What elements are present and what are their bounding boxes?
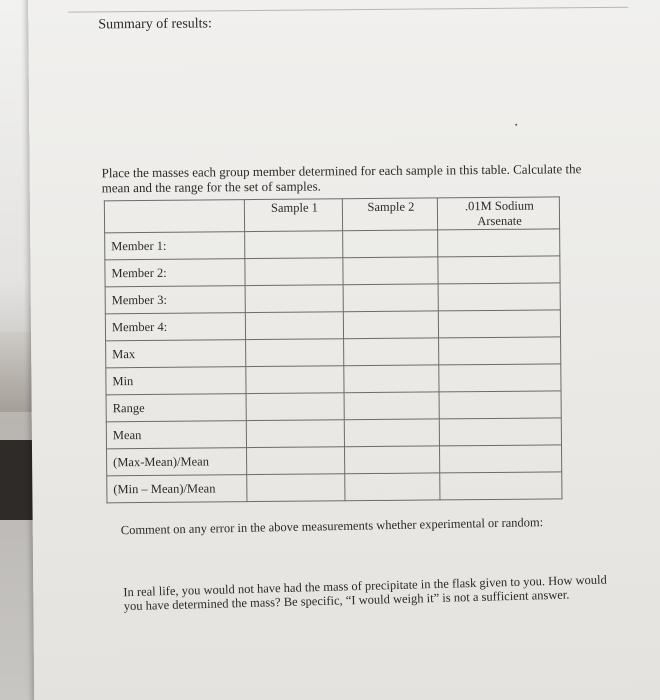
table-cell[interactable] (343, 311, 438, 339)
table-cell[interactable] (439, 337, 561, 365)
summary-heading: Summary of results: (98, 16, 212, 33)
table-row (105, 229, 560, 260)
row-label: Member 4: (105, 313, 245, 341)
real-life-question: In real life, you would not have had the mass of precipitate in the flask given to you. How would you have determined the mass? Be specific, “I would weigh it” is not a sufficient answer. (123, 572, 607, 614)
error-comment-prompt: Comment on any error in the above measurements whether experimental or random: (120, 515, 544, 538)
table-row (106, 418, 561, 449)
worksheet-paper (28, 0, 660, 700)
table-header-row (104, 197, 559, 233)
table-row (105, 310, 560, 341)
table-cell[interactable] (247, 447, 345, 475)
table-cell[interactable] (247, 474, 345, 502)
table-cell[interactable] (439, 445, 561, 473)
row-label: (Min – Mean)/Mean (107, 475, 247, 503)
table-cell[interactable] (439, 364, 561, 392)
column-header-sodium-arsenate: .01M Sodium Arsenate (437, 197, 559, 230)
table-cell[interactable] (440, 472, 562, 500)
column-header-sample-1: Sample 1 (244, 199, 342, 232)
table-instructions: Place the masses each group member determined for each sample in this table. Calculate the mean and the range for the set of samples. (101, 161, 582, 196)
table-cell[interactable] (246, 366, 344, 394)
table-cell[interactable] (344, 392, 439, 420)
row-label: (Max-Mean)/Mean (107, 448, 247, 476)
row-label: Member 1: (105, 232, 245, 260)
table-row (105, 283, 560, 314)
table-row (105, 256, 560, 287)
row-label: Member 3: (105, 286, 245, 314)
table-cell[interactable] (345, 473, 440, 501)
table-cell[interactable] (438, 283, 560, 311)
table-cell[interactable] (344, 338, 439, 366)
row-label: Member 2: (105, 259, 245, 287)
table-cell[interactable] (344, 419, 439, 447)
table-cell[interactable] (438, 256, 560, 284)
table-cell[interactable] (246, 393, 344, 421)
background-object (0, 332, 32, 412)
table-cell[interactable] (439, 418, 561, 446)
table-cell[interactable] (343, 257, 438, 285)
results-table (104, 196, 563, 503)
top-rule (68, 7, 628, 13)
table-cell[interactable] (344, 365, 439, 393)
row-label: Max (106, 340, 246, 368)
column-header-sample-2: Sample 2 (342, 198, 437, 231)
table-cell[interactable] (438, 229, 560, 257)
table-row (107, 472, 562, 503)
table-row (107, 445, 562, 476)
table-cell[interactable] (343, 284, 438, 312)
table-cell[interactable] (245, 231, 343, 259)
table-cell[interactable] (245, 312, 343, 340)
table-cell[interactable] (246, 339, 344, 367)
table-row (106, 364, 561, 395)
paper-speck (515, 124, 517, 126)
table-cell[interactable] (438, 310, 560, 338)
row-label: Range (106, 394, 246, 422)
table-cell[interactable] (246, 420, 344, 448)
row-label: Mean (106, 421, 246, 449)
table-row (106, 391, 561, 422)
row-label: Min (106, 367, 246, 395)
table-cell[interactable] (245, 285, 343, 313)
column-header-blank (104, 200, 244, 233)
table-row (106, 337, 561, 368)
table-cell[interactable] (245, 258, 343, 286)
table-cell[interactable] (344, 446, 439, 474)
table-cell[interactable] (439, 391, 561, 419)
table-cell[interactable] (343, 230, 438, 258)
